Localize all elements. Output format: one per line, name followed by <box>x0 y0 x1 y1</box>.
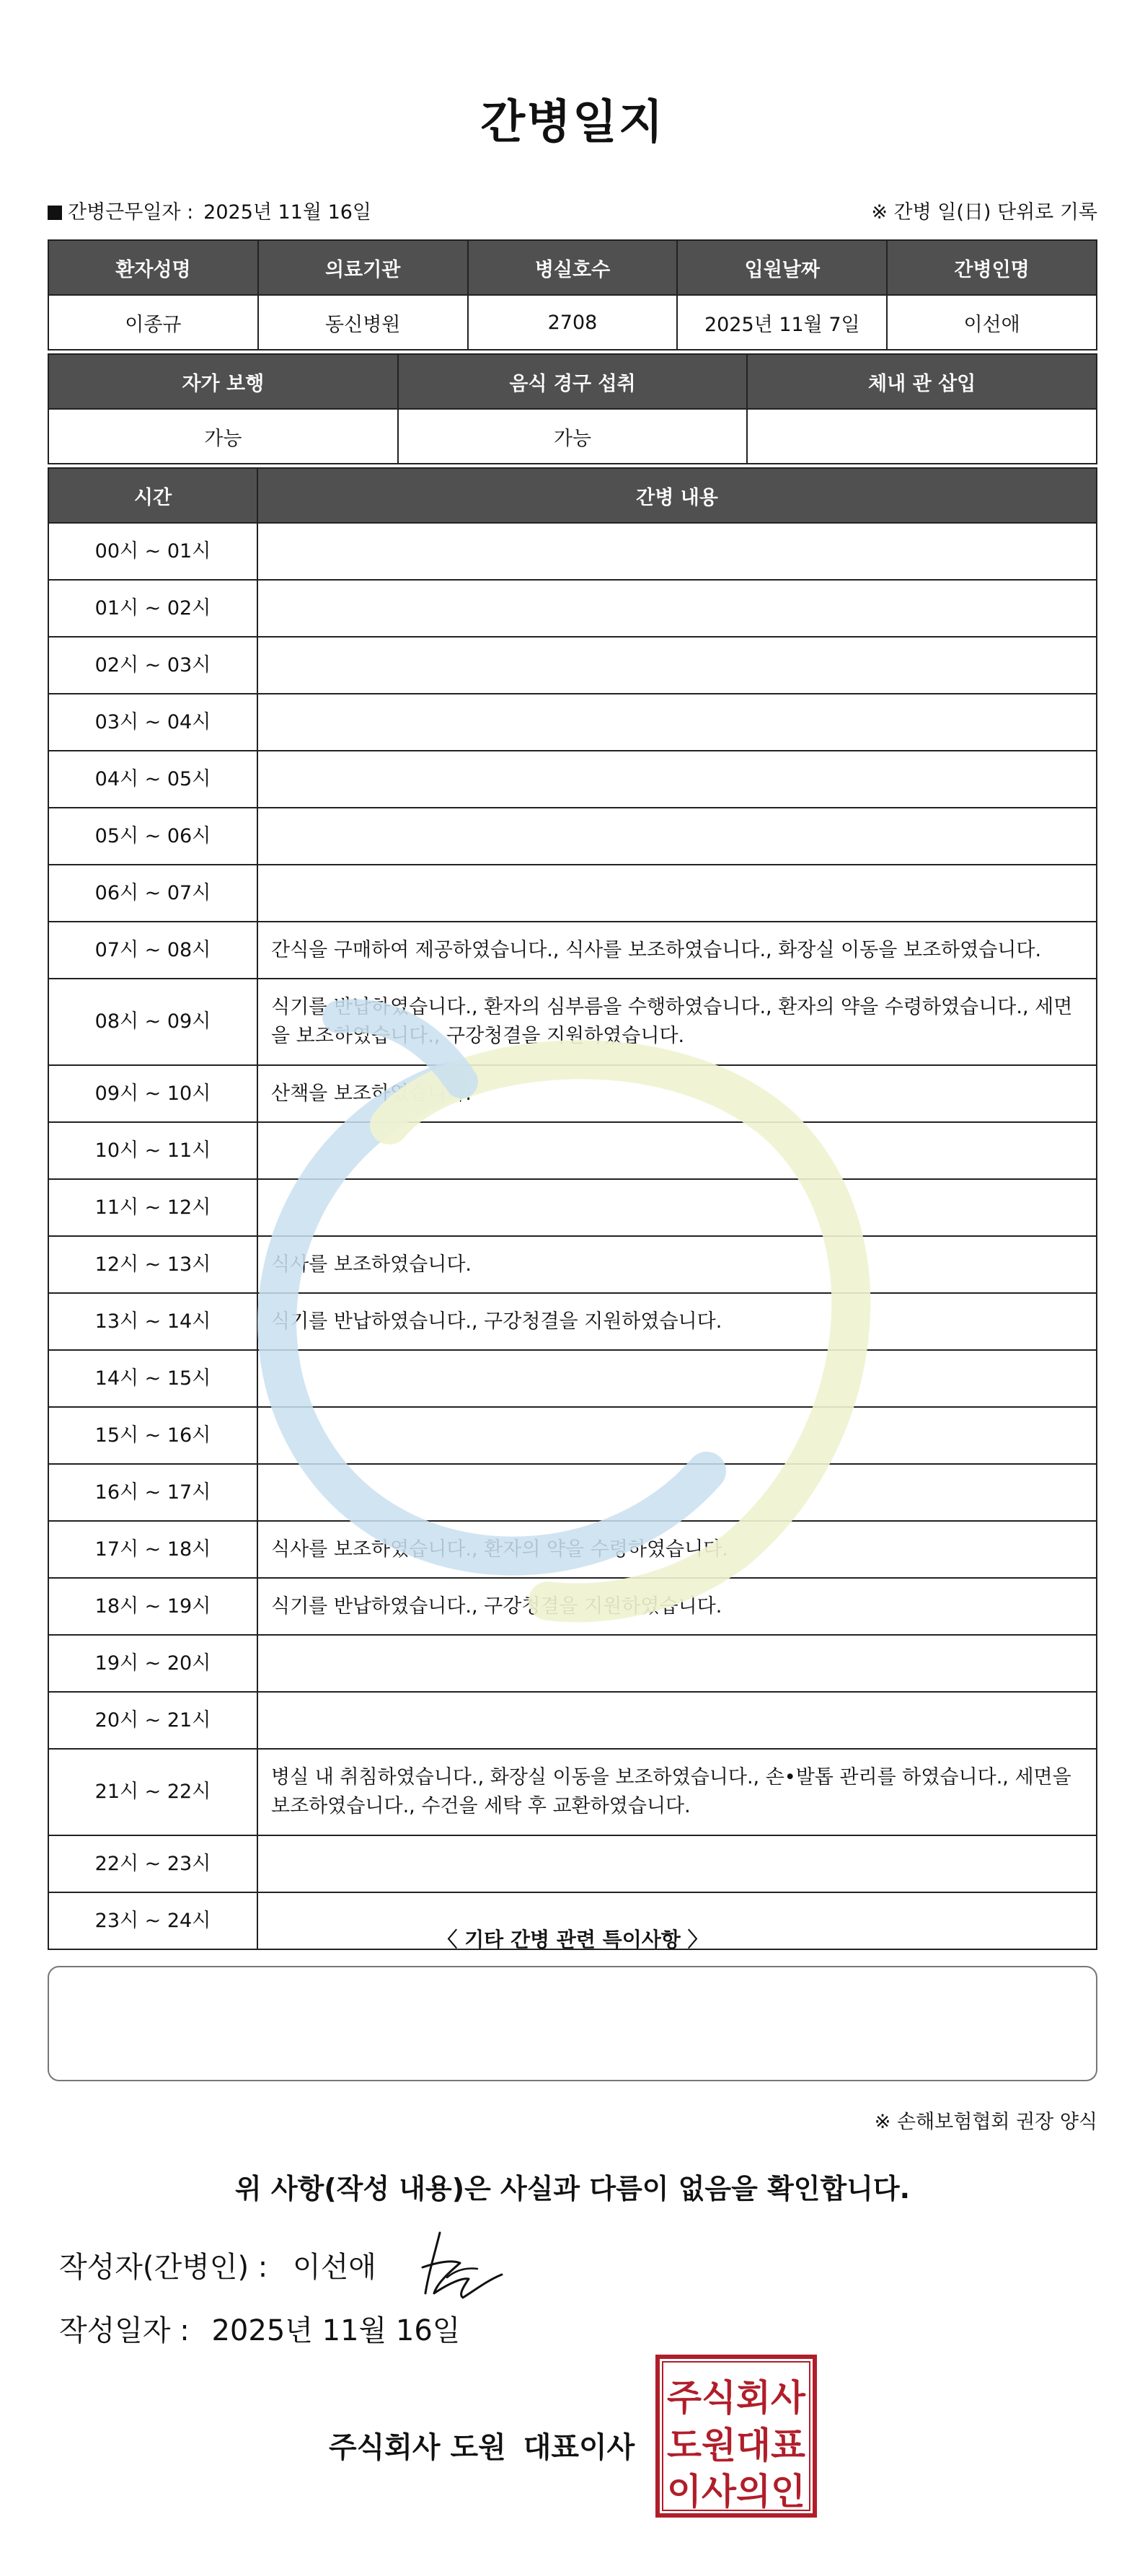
time-slot: 15시 ~ 16시 <box>48 1407 257 1464</box>
room-number: 2708 <box>468 295 678 350</box>
admission-date: 2025년 11월 7일 <box>677 295 887 350</box>
header-care-content: 간병 내용 <box>257 468 1097 523</box>
care-content: 식사를 보조하였습니다., 환자의 약을 수령하였습니다. <box>257 1521 1097 1578</box>
table-row <box>48 1835 1097 1892</box>
oral-intake: 가능 <box>398 409 748 464</box>
time-slot: 08시 ~ 09시 <box>48 979 257 1065</box>
time-slot: 20시 ~ 21시 <box>48 1692 257 1749</box>
table-row <box>48 523 1097 580</box>
care-content <box>257 694 1097 751</box>
recommend-note: ※ 손해보험협회 권장 양식 <box>874 2111 1097 2133</box>
time-slot: 02시 ~ 03시 <box>48 637 257 694</box>
sign-date-line <box>59 2308 460 2349</box>
care-content: 산책을 보조하였습니다. <box>257 1065 1097 1122</box>
header-patient-name: 환자성명 <box>48 240 258 295</box>
work-date-value: 2025년 11월 16일 <box>203 201 372 224</box>
time-slot: 14시 ~ 15시 <box>48 1350 257 1407</box>
hospital: 동신병원 <box>258 295 468 350</box>
header-admission-date: 입원날짜 <box>677 240 887 295</box>
table-row <box>48 694 1097 751</box>
company-title: 대표이사 <box>523 2431 635 2464</box>
signer-line <box>59 2244 376 2285</box>
time-slot: 06시 ~ 07시 <box>48 865 257 922</box>
care-content <box>257 1179 1097 1236</box>
table-row <box>48 1179 1097 1236</box>
work-date <box>48 196 371 224</box>
time-slot: 04시 ~ 05시 <box>48 751 257 808</box>
table-row <box>48 1350 1097 1407</box>
sign-date-value: 2025년 11월 16일 <box>211 2314 461 2347</box>
time-slot: 22시 ~ 23시 <box>48 1835 257 1892</box>
care-content <box>257 1122 1097 1179</box>
table-row <box>48 751 1097 808</box>
table-row <box>48 637 1097 694</box>
time-slot: 10시 ~ 11시 <box>48 1122 257 1179</box>
special-notes-title: 〈 기타 간병 관련 특이사항 〉 <box>437 1928 708 1951</box>
care-content: 병실 내 취침하였습니다., 화장실 이동을 보조하였습니다., 손•발톱 관리를 하였습니다., 세면을 보조하였습니다., 수건을 세탁 후 교환하였습니다. <box>257 1749 1097 1835</box>
time-slot: 11시 ~ 12시 <box>48 1179 257 1236</box>
confirmation-statement: 위 사항(작성 내용)은 사실과 다름이 없음을 확인합니다. <box>234 2173 911 2205</box>
care-content: 식기를 반납하였습니다., 환자의 심부름을 수행하였습니다., 환자의 약을 수령하였습니다., 세면을 보조하였습니다., 구강청결을 지원하였습니다. <box>257 979 1097 1065</box>
care-content <box>257 1835 1097 1892</box>
signer-name: 이선애 <box>292 2251 376 2284</box>
header-hospital: 의료기관 <box>258 240 468 295</box>
document-title: 간병일지 <box>480 96 665 149</box>
care-content: 식기를 반납하였습니다., 구강청결을 지원하였습니다. <box>257 1578 1097 1635</box>
table-row <box>48 1635 1097 1692</box>
time-slot: 18시 ~ 19시 <box>48 1578 257 1635</box>
time-slot: 09시 ~ 10시 <box>48 1065 257 1122</box>
header-oral-intake: 음식 경구 섭취 <box>398 354 748 409</box>
square-bullet-icon <box>48 206 62 220</box>
care-content <box>257 637 1097 694</box>
time-slot: 13시 ~ 14시 <box>48 1293 257 1350</box>
work-date-label: 간병근무일자 : <box>68 201 194 224</box>
table-row <box>48 1464 1097 1521</box>
header-room-number: 병실호수 <box>468 240 678 295</box>
table-row <box>48 1521 1097 1578</box>
time-slot: 21시 ~ 22시 <box>48 1749 257 1835</box>
care-content: 간식을 구매하여 제공하였습니다., 식사를 보조하였습니다., 화장실 이동을 보조하였습니다. <box>257 922 1097 979</box>
self-walking: 가능 <box>48 409 398 464</box>
care-log-table <box>48 467 1097 1950</box>
care-content: 식기를 반납하였습니다., 구강청결을 지원하였습니다. <box>257 1293 1097 1350</box>
patient-info-table <box>48 239 1097 350</box>
table-row <box>48 922 1097 979</box>
care-content <box>257 523 1097 580</box>
time-slot: 16시 ~ 17시 <box>48 1464 257 1521</box>
care-content <box>257 865 1097 922</box>
table-row <box>48 1692 1097 1749</box>
tube-insertion <box>747 409 1097 464</box>
seal-text-line: 이사의인 <box>667 2471 805 2513</box>
patient-name: 이종규 <box>48 295 258 350</box>
company-seal-stamp-icon <box>655 2354 818 2518</box>
table-row <box>48 1122 1097 1179</box>
seal-text-line: 도원대표 <box>667 2425 806 2466</box>
time-slot: 12시 ~ 13시 <box>48 1236 257 1293</box>
meta-row <box>48 196 1097 225</box>
special-notes-box <box>48 1966 1097 2081</box>
care-content <box>257 1692 1097 1749</box>
company-signature-line <box>329 2425 635 2466</box>
patient-status-table <box>48 353 1097 464</box>
time-slot: 00시 ~ 01시 <box>48 523 257 580</box>
caregiver-name: 이선애 <box>887 295 1097 350</box>
table-row <box>48 865 1097 922</box>
table-row <box>48 979 1097 1065</box>
care-log-rows <box>48 523 1097 1949</box>
handwritten-signature-icon <box>418 2227 505 2306</box>
table-row <box>48 1236 1097 1293</box>
unit-note: ※ 간병 일(日) 단위로 기록 <box>871 201 1097 224</box>
care-content <box>257 1464 1097 1521</box>
table-row <box>48 1749 1097 1835</box>
table-row <box>48 580 1097 637</box>
care-content <box>257 580 1097 637</box>
care-content <box>257 1407 1097 1464</box>
time-slot: 19시 ~ 20시 <box>48 1635 257 1692</box>
time-slot: 17시 ~ 18시 <box>48 1521 257 1578</box>
seal-text-line: 주식회사 <box>667 2377 806 2419</box>
time-slot: 23시 ~ 24시 <box>48 1892 257 1949</box>
care-content <box>257 808 1097 865</box>
time-slot: 03시 ~ 04시 <box>48 694 257 751</box>
time-slot: 05시 ~ 06시 <box>48 808 257 865</box>
time-slot: 01시 ~ 02시 <box>48 580 257 637</box>
sign-date-label: 작성일자 : <box>59 2314 190 2347</box>
table-row <box>48 1407 1097 1464</box>
table-row <box>48 1293 1097 1350</box>
care-content <box>257 751 1097 808</box>
header-caregiver-name: 간병인명 <box>887 240 1097 295</box>
signer-label: 작성자(간병인) : <box>59 2251 268 2284</box>
header-time: 시간 <box>48 468 257 523</box>
header-self-walking: 자가 보행 <box>48 354 398 409</box>
table-row <box>48 1578 1097 1635</box>
care-content <box>257 1635 1097 1692</box>
care-content <box>257 1350 1097 1407</box>
table-row <box>48 1065 1097 1122</box>
time-slot: 07시 ~ 08시 <box>48 922 257 979</box>
header-tube-insertion: 체내 관 삽입 <box>747 354 1097 409</box>
care-content: 식사를 보조하였습니다. <box>257 1236 1097 1293</box>
company-name: 주식회사 도원 <box>329 2431 506 2464</box>
table-row <box>48 808 1097 865</box>
